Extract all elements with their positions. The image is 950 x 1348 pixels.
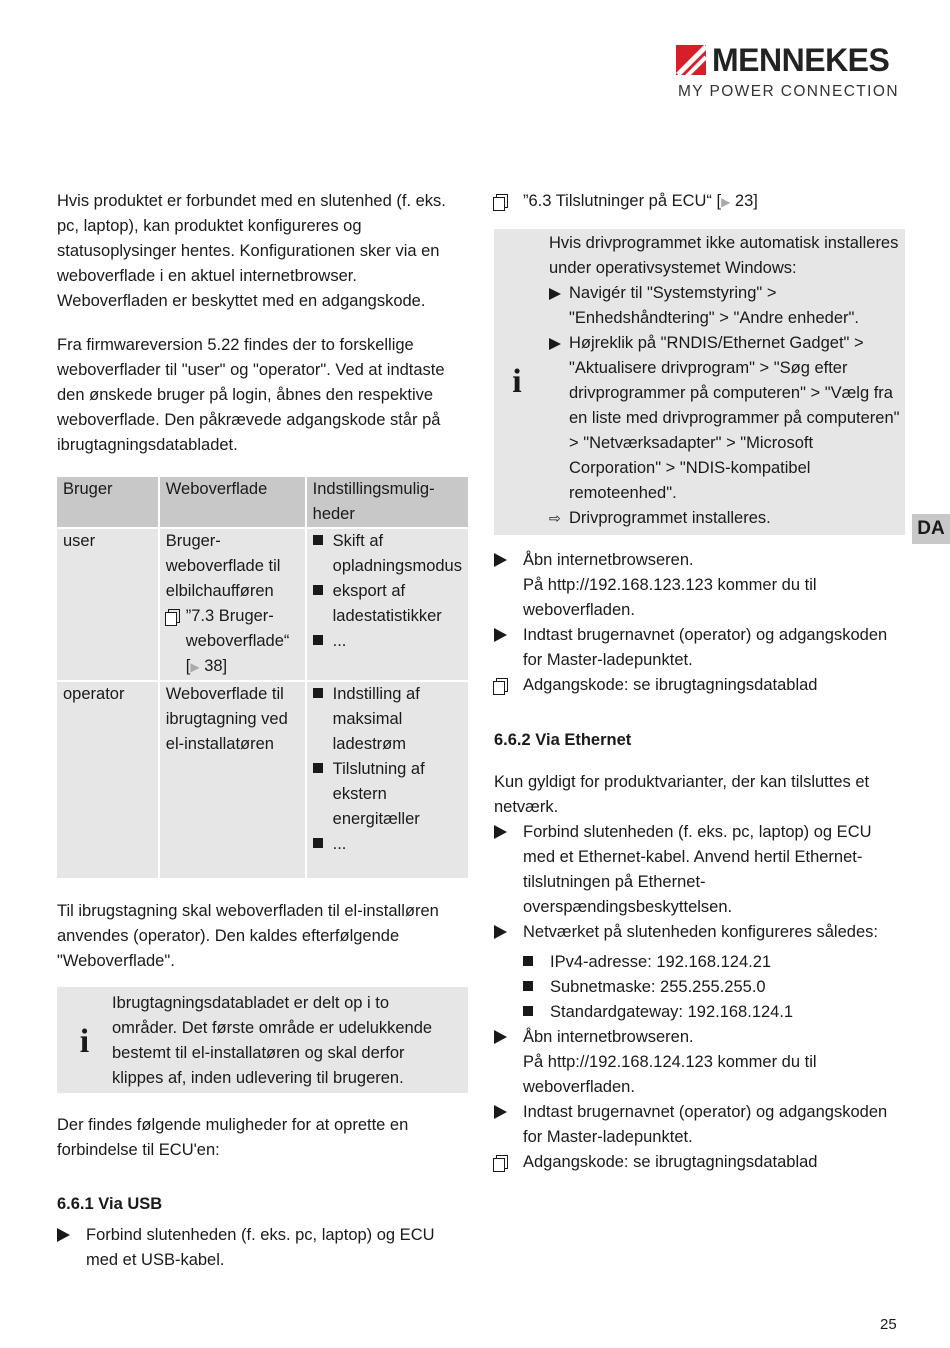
option-item: Skift af opladningsmodus [313,529,462,579]
table-header: Bruger [57,477,159,528]
driver-step: Navigér til "Systemstyring" > "Enhedshåndtering" > "Andre enheder". [549,281,901,331]
brand-tagline: MY POWER CONNECTION [678,83,899,100]
option-item: Indstilling af maksimal ladestrøm [313,682,462,757]
ethernet-step: Netværket på slutenheden konfigureres således: [494,920,906,950]
driver-info-intro: Hvis drivprogrammet ikke automatisk installeres under operativsystemet Windows: [549,234,899,277]
brand-mark-icon [676,45,706,75]
web-desc: Bruger-weboverflade til elbilchaufføren [165,532,281,600]
intro-paragraph: Hvis produktet er forbundet med en slutenhed (f. eks. pc, laptop), kan produktet konfigureres og statusoplysinger hentes. Konfigurationen sker via en weboverflade i en aktuel internetbrowser. Weboverfladen er beskyttet med en adgangskode. [57,192,446,310]
bullet-square-icon [313,763,323,773]
driver-info-box [494,229,905,535]
step-arrow-icon [494,553,507,567]
table-header-row [57,477,468,528]
info-icon: i [79,1022,90,1060]
page-arrow-icon: ▶ [721,195,731,209]
step-arrow-icon [494,825,507,839]
option-item: ... [313,832,462,857]
usb-step: Forbind slutenheden (f. eks. pc, laptop) og ECU med et USB-kabel. [57,1223,469,1273]
ethernet-step: Forbind slutenheden (f. eks. pc, laptop) og ECU med et Ethernet-kabel. Anvend hertil Ethernet-tilslutningen på Ethernet-overspændingsbeskyttelsen. [494,820,906,920]
bullet-square-icon [313,585,323,595]
table-row [57,681,468,878]
option-item: Tilslutning af ekstern energitæller [313,757,462,832]
info-text: Ibrugtagningsdatabladet er delt op i to områder. Det første område er udelukkende bestemt til el-installatøren og skal derfor klippes af, inden udlevering til brugeren. [112,994,433,1087]
bullet-square-icon [313,688,323,698]
left-column [57,189,469,1273]
ref-link[interactable]: ”7.3 Bruger-weboverflade“ [185,607,290,650]
step-arrow-icon [549,338,561,350]
usb-steps [494,548,906,698]
firmware-paragraph: Fra firmwareversion 5.22 findes der to forskellige weboverflader til "user" og "operator". Ved at indtaste den ønskede bruger på login, åbnes den respektive weboverflade. Den påkrævede adgangskode står på ibrugtagningsdatabladet. [57,336,445,454]
driver-step: Højreklik på "RNDIS/Ethernet Gadget" > "Aktualisere drivprogram" > "Søg efter drivprogrammer på computeren" > "Vælg fra en liste med drivprogrammer på computeren" > "Netværksadapter" > "Microsoft Corporation" > "NDIS-kompatibel remoteenhed". [549,331,901,506]
step-arrow-icon [494,1105,507,1119]
config-item: Standardgateway: 192.168.124.1 [523,1000,906,1025]
options-paragraph: Der findes følgende muligheder for at oprette en forbindelse til ECU'en: [57,1116,409,1159]
table-cell-options [306,528,468,681]
language-tab: DA [912,514,950,544]
config-item: Subnetmaske: 255.255.255.0 [523,975,906,1000]
ref-page: 38 [204,657,223,675]
bullet-square-icon [523,981,533,991]
password-reference: Adgangskode: se ibrugtagningsdatablad [494,673,906,698]
table-cell-web: Weboverflade til ibrugtagning ved el-installatøren [159,681,306,878]
ethernet-step: Indtast brugernavnet (operator) og adgangskoden for Master-ladepunktet. [494,1100,906,1150]
usb-step: Indtast brugernavnet (operator) og adgangskoden for Master-ladepunktet. [494,623,906,673]
page-arrow-icon: ▶ [190,660,200,674]
page-number: 25 [880,1316,897,1333]
table-header: Indstillingsmulig-heder [306,477,468,528]
mennekes-logo [676,44,906,104]
table-cell-user: user [57,528,159,681]
result-arrow-icon: ⇨ [549,510,561,526]
step-arrow-icon [494,628,507,642]
document-icon [496,1155,508,1169]
info-icon: i [512,362,522,400]
bullet-square-icon [313,535,323,545]
operator-paragraph: Til ibrugstagning skal weboverfladen til el-installøren anvendes (operator). Den kaldes efterfølgende "Weboverflade". [57,902,439,970]
document-icon [496,194,508,208]
table-row [57,528,468,681]
ethernet-step: Åbn internetbrowseren. På http://192.168.124.123 kommer du til weboverfladen. [494,1025,906,1100]
config-item: IPv4-adresse: 192.168.124.21 [523,950,906,975]
option-item: ... [313,629,462,654]
section-heading-usb: 6.6.1 Via USB [57,1195,163,1213]
step-arrow-icon [494,1030,507,1044]
usb-step: Åbn internetbrowseren. På http://192.168.123.123 kommer du til weboverfladen. [494,548,906,623]
bullet-square-icon [313,838,323,848]
table-cell-web [159,528,306,681]
step-arrow-icon [549,288,561,300]
bullet-square-icon [313,635,323,645]
section-heading-ethernet: 6.6.2 Via Ethernet [494,731,632,749]
password-reference: Adgangskode: se ibrugtagningsdatablad [494,1150,906,1175]
bullet-square-icon [523,1006,533,1016]
table-header: Weboverflade [159,477,306,528]
option-item: eksport af ladestatistikker [313,579,462,629]
doc-reference: ”7.3 Bruger-weboverflade“ [▶ 38] [166,604,299,680]
driver-info-content [540,231,901,531]
brand-name: MENNEKES [712,42,890,78]
ref-link[interactable]: ”6.3 Tilslutninger på ECU“ [523,192,712,210]
info-box [57,987,468,1093]
ecu-reference: ”6.3 Tilslutninger på ECU“ [▶ 23] [494,189,906,215]
right-column [494,189,906,1175]
table-cell-user: operator [57,681,159,878]
table-cell-options [306,681,468,878]
document-icon [496,678,508,692]
ethernet-intro: Kun gyldigt for produktvarianter, der kan tilsluttes et netværk. [494,773,870,816]
ethernet-config-list [494,950,906,1025]
document-icon [168,609,180,623]
driver-result: ⇨ Drivprogrammet installeres. [549,506,901,531]
step-arrow-icon [57,1228,70,1242]
user-table [57,477,468,878]
step-arrow-icon [494,925,507,939]
bullet-square-icon [523,956,533,966]
